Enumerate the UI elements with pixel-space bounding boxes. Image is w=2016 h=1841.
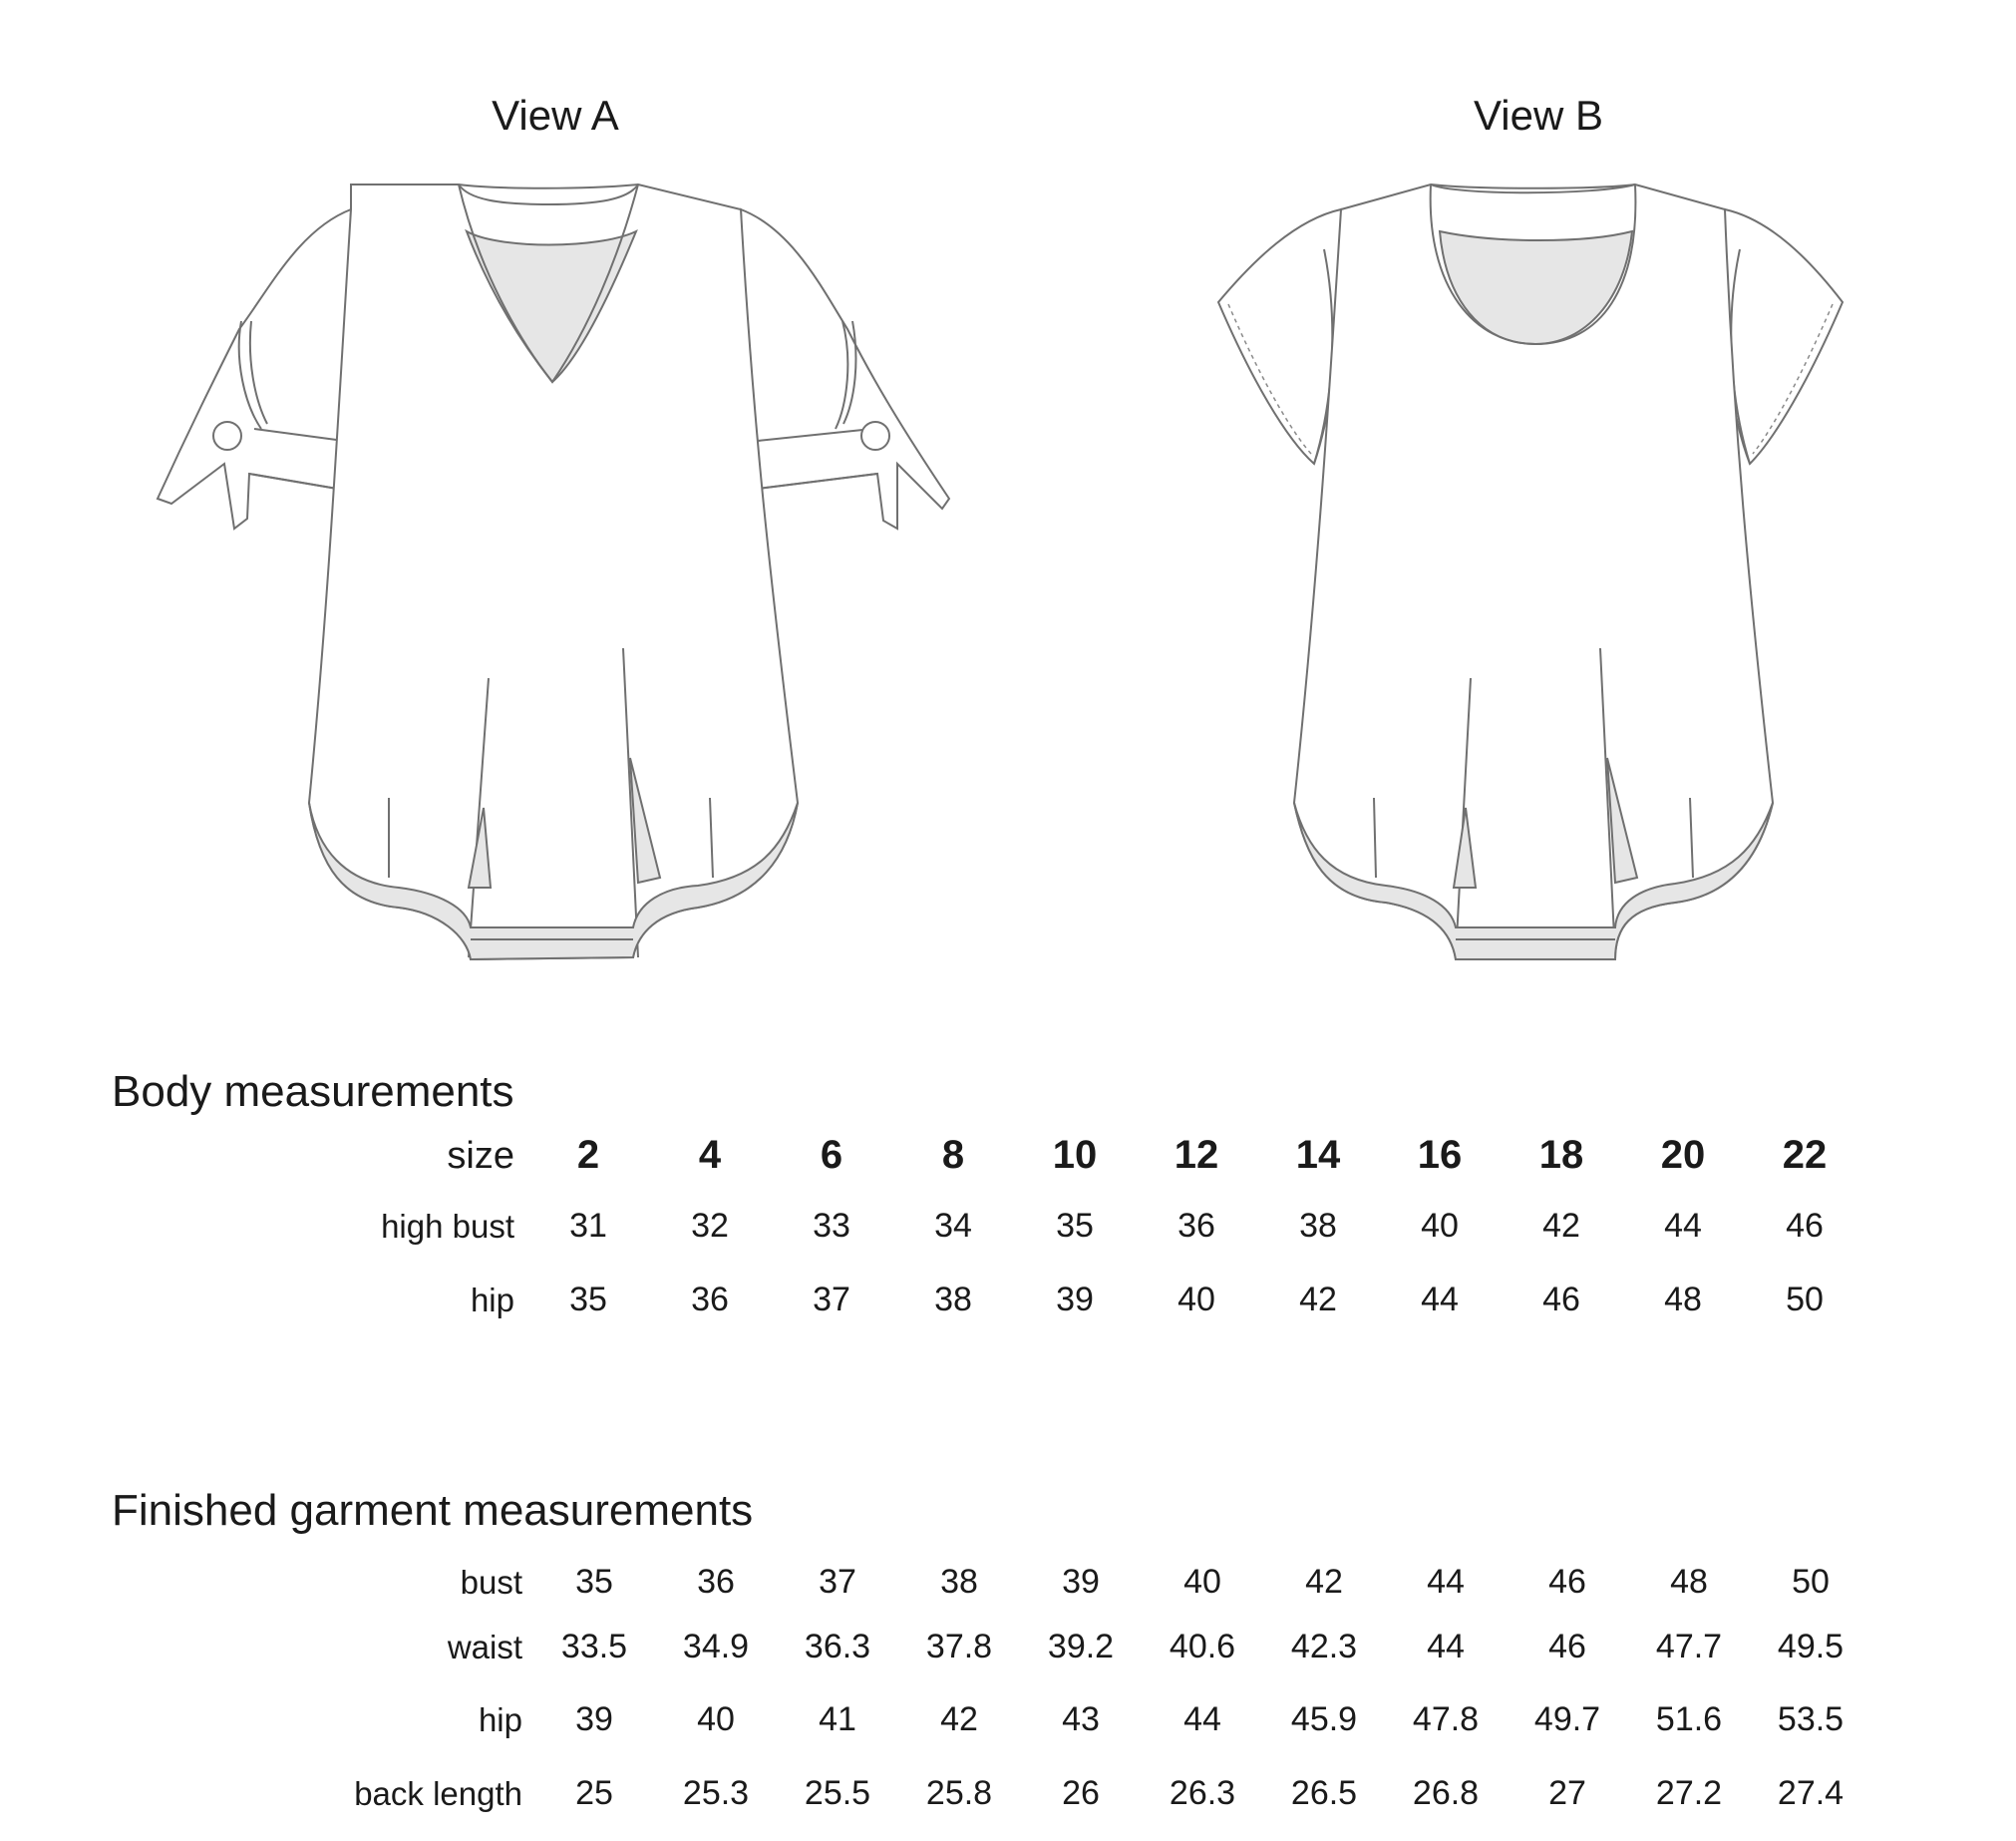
table-cell: 40 [697,1700,735,1738]
table-cell: 37 [813,1281,850,1318]
table-cell: 42.3 [1290,1628,1358,1665]
view-a-title: View A [492,92,619,139]
row-label: bust [460,1564,522,1601]
table-cell: 37.8 [925,1628,993,1665]
table-cell: 27 [1548,1774,1586,1812]
table-cell: 36.3 [804,1628,871,1665]
table-cell: 47.7 [1655,1628,1723,1665]
table-cell: 40 [1177,1281,1215,1318]
table-cell: 39 [1062,1563,1100,1601]
table-cell: 35 [569,1281,607,1318]
row-label: hip [478,1701,522,1738]
table-cell: 35 [1056,1207,1094,1245]
table-cell: 53.5 [1777,1700,1845,1738]
table-cell: 44 [1183,1700,1221,1738]
size-cell: 12 [1174,1133,1219,1177]
table-cell: 25.8 [925,1774,993,1812]
table-cell: 44 [1664,1207,1702,1245]
table-cell: 51.6 [1655,1700,1723,1738]
table-cell: 50 [1792,1563,1830,1601]
size-cell: 10 [1052,1133,1098,1177]
body-measurements-title: Body measurements [112,1067,514,1116]
size-cell: 18 [1538,1133,1584,1177]
table-cell: 37 [819,1563,856,1601]
table-cell: 25.5 [804,1774,871,1812]
table-cell: 45.9 [1290,1700,1358,1738]
table-cell: 35 [575,1563,613,1601]
table-cell: 44 [1427,1563,1465,1601]
table-cell: 27.2 [1655,1774,1723,1812]
table-cell: 49.7 [1533,1700,1601,1738]
table-cell: 44 [1427,1628,1465,1665]
table-cell: 33 [813,1207,850,1245]
table-cell: 39.2 [1047,1628,1115,1665]
table-cell: 41 [819,1700,856,1738]
view-b-top-drawing [1218,184,1843,959]
table-cell: 47.8 [1412,1700,1480,1738]
table-cell: 36 [691,1281,729,1318]
table-cell: 36 [1177,1207,1215,1245]
row-label: waist [447,1629,522,1665]
table-cell: 34.9 [682,1628,750,1665]
row-label: high bust [381,1208,514,1245]
table-cell: 27.4 [1777,1774,1845,1812]
size-cell: 2 [576,1133,600,1177]
row-label: hip [470,1282,514,1318]
table-cell: 38 [940,1563,978,1601]
table-cell: 40 [1183,1563,1221,1601]
table-cell: 26.5 [1290,1774,1358,1812]
table-cell: 25 [575,1774,613,1812]
table-cell: 38 [1299,1207,1337,1245]
table-cell: 39 [1056,1281,1094,1318]
table-cell: 49.5 [1777,1628,1845,1665]
table-cell: 32 [691,1207,729,1245]
table-cell: 42 [1305,1563,1343,1601]
size-row-label: size [447,1135,514,1177]
table-cell: 40.6 [1169,1628,1236,1665]
size-cell: 8 [941,1133,965,1177]
size-cell: 6 [820,1133,843,1177]
table-cell: 42 [940,1700,978,1738]
size-cell: 22 [1782,1133,1828,1177]
table-cell: 42 [1542,1207,1580,1245]
row-label: back length [354,1775,522,1812]
table-cell: 26.8 [1412,1774,1480,1812]
table-cell: 31 [569,1207,607,1245]
table-cell: 38 [934,1281,972,1318]
table-cell: 46 [1542,1281,1580,1318]
table-cell: 26.3 [1169,1774,1236,1812]
table-cell: 42 [1299,1281,1337,1318]
table-cell: 43 [1062,1700,1100,1738]
size-cell: 4 [698,1133,722,1177]
table-cell: 46 [1786,1207,1824,1245]
size-cell: 16 [1417,1133,1463,1177]
finished-measurements-title: Finished garment measurements [112,1486,754,1535]
table-cell: 39 [575,1700,613,1738]
table-cell: 36 [697,1563,735,1601]
table-cell: 46 [1548,1628,1586,1665]
size-cell: 20 [1660,1133,1706,1177]
table-cell: 26 [1062,1774,1100,1812]
view-b-title: View B [1474,92,1603,139]
view-a-top-drawing [158,184,949,959]
table-cell: 48 [1664,1281,1702,1318]
table-cell: 33.5 [560,1628,628,1665]
table-cell: 25.3 [682,1774,750,1812]
table-cell: 50 [1786,1281,1824,1318]
table-cell: 46 [1548,1563,1586,1601]
table-cell: 48 [1670,1563,1708,1601]
table-cell: 34 [934,1207,972,1245]
table-cell: 44 [1421,1281,1459,1318]
size-cell: 14 [1295,1133,1341,1177]
table-cell: 40 [1421,1207,1459,1245]
